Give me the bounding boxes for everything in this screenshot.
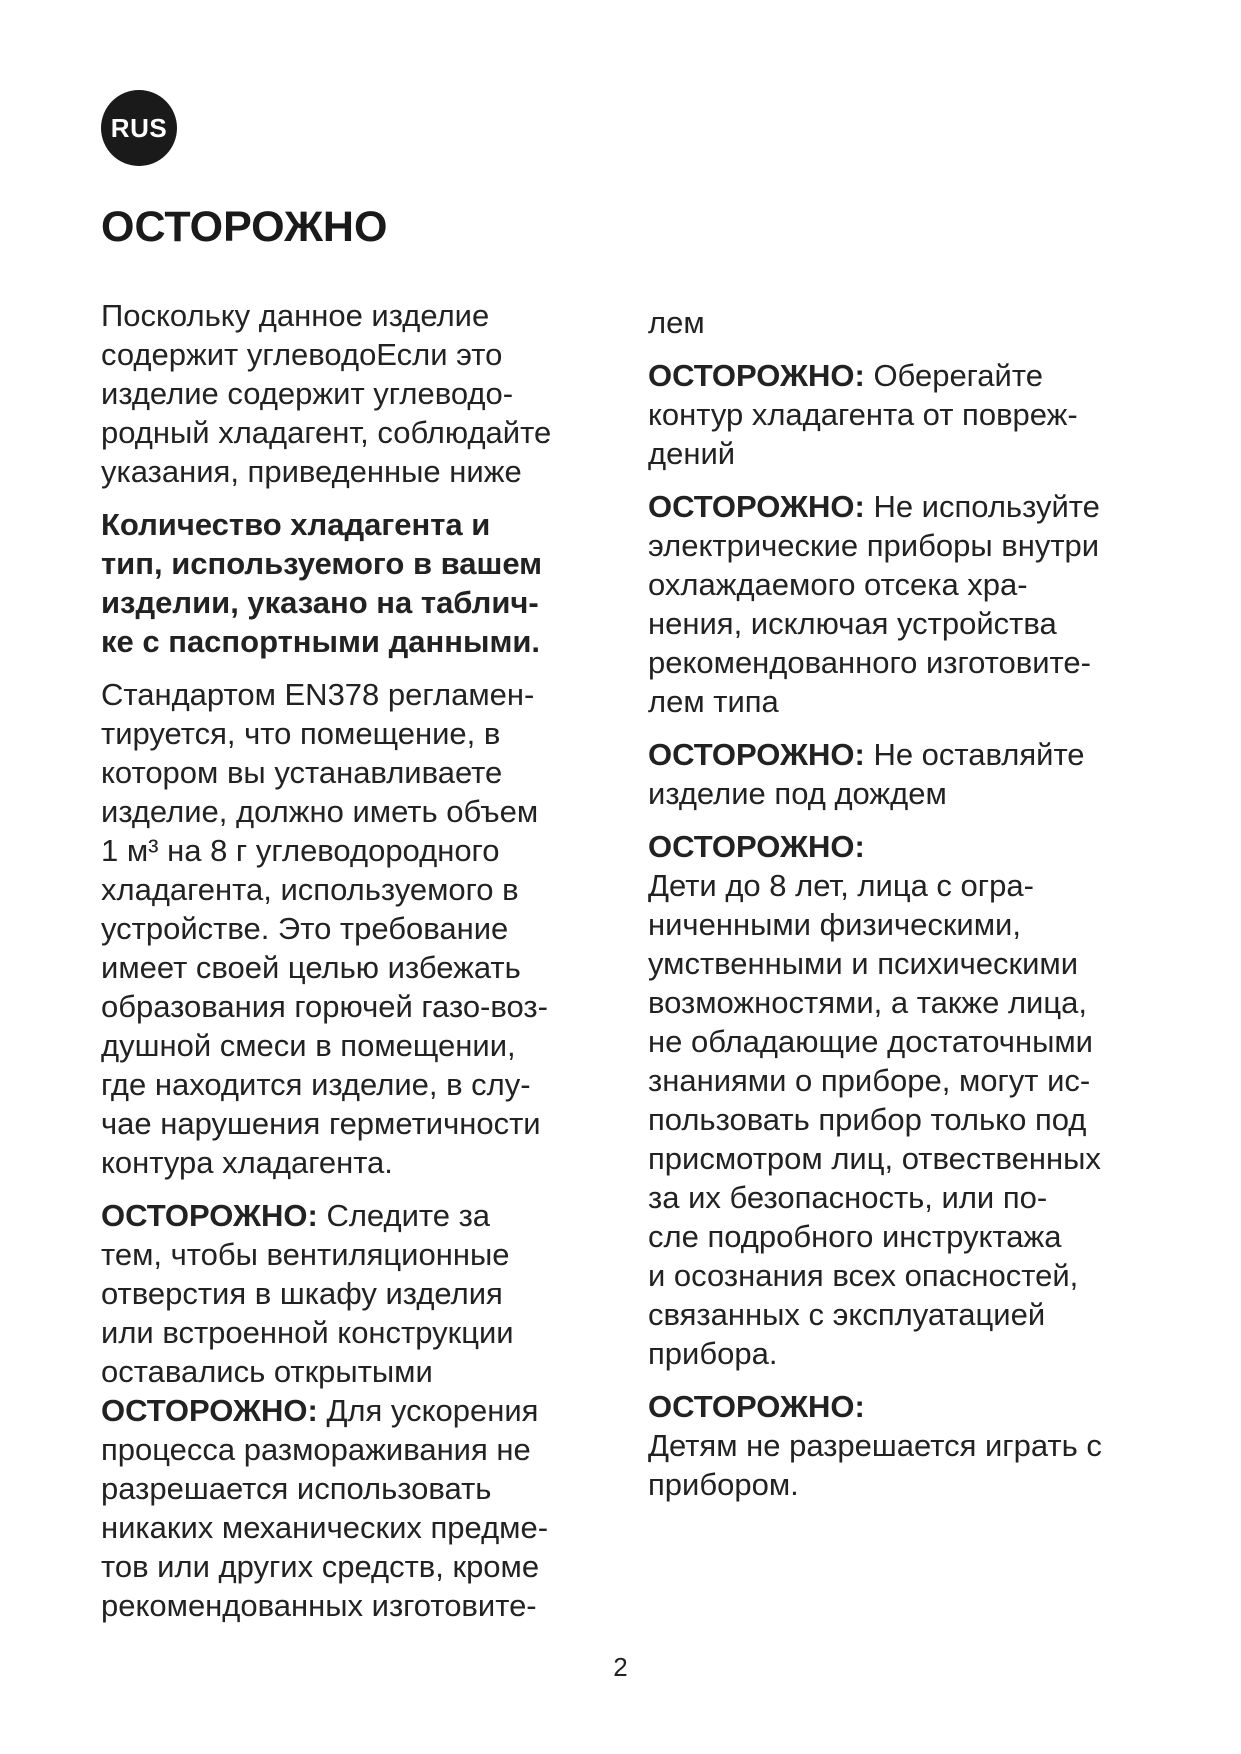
page-number: 2 (613, 1652, 628, 1682)
text-line: 1 м³ на 8 г углеводородного (101, 833, 500, 868)
text-line: контура хладагента. (101, 1145, 393, 1180)
warning-label: ОСТОРОЖНО: (101, 1393, 318, 1428)
text-line: или встроенной конструкции (101, 1315, 514, 1350)
text-line: оставались открытыми (101, 1354, 433, 1389)
paragraph-gap (648, 342, 1168, 356)
text-line: присмотром лиц, отвественных (648, 1141, 1101, 1176)
text-line: пользовать прибор только под (648, 1102, 1087, 1137)
warning-text: Не оставляйте (864, 737, 1085, 772)
language-badge: RUS (101, 90, 177, 166)
paragraph-gap (648, 473, 1168, 487)
text-line: разрешается использовать (101, 1471, 492, 1506)
paragraph-gap (101, 1182, 601, 1196)
text-line: рекомендованного изготовите- (648, 645, 1091, 680)
text-line (648, 487, 1168, 526)
text-line: содержит углеводоЕсли это (101, 337, 503, 372)
text-line: тем, чтобы вентиляционные (101, 1237, 510, 1272)
text-line: изделии, указано на таблич- (101, 585, 539, 620)
warning-label: ОСТОРОЖНО: (648, 737, 865, 772)
text-line: связанных с эксплуатацией (648, 1297, 1046, 1332)
text-line: за их безопасность, или по- (648, 1180, 1048, 1215)
text-line: устройстве. Это требование (101, 911, 509, 946)
text-line: тип, используемого в вашем (101, 546, 543, 581)
text-line: имеет своей целью избежать (101, 950, 521, 985)
text-line: где находится изделие, в слу- (101, 1067, 531, 1102)
warning-label: ОСТОРОЖНО: (101, 1198, 318, 1233)
text-line: душной смеси в помещении, (101, 1028, 516, 1063)
text-line: возможностями, а также лица, (648, 985, 1087, 1020)
text-line: дений (648, 436, 736, 471)
text-line: прибором. (648, 1467, 799, 1502)
text-line: ниченными физическими, (648, 907, 1021, 942)
text-line: Стандартом EN378 регламен- (101, 677, 535, 712)
text-line: контур хладагента от повреж- (648, 397, 1078, 432)
text-line: тируется, что помещение, в (101, 716, 501, 751)
text-line: ке с паспортными данными. (101, 624, 541, 659)
paragraph-gap (648, 721, 1168, 735)
text-line: знаниями о приборе, могут ис- (648, 1063, 1091, 1098)
left-column (101, 296, 601, 1625)
text-line: электрические приборы внутри (648, 528, 1100, 563)
text-line: лем типа (648, 684, 779, 719)
text-line: лем (648, 305, 705, 340)
text-line: Детям не разрешается играть с (648, 1428, 1102, 1463)
text-line: и осознания всех опасностей, (648, 1258, 1079, 1293)
text-line (648, 735, 1168, 774)
text-line: Дети до 8 лет, лица с огра- (648, 868, 1034, 903)
text-line (101, 1196, 601, 1235)
text-line: отверстия в шкафу изделия (101, 1276, 503, 1311)
text-line: изделие содержит углеводо- (101, 376, 514, 411)
text-line: Количество хладагента и (101, 507, 491, 542)
text-line: прибора. (648, 1336, 778, 1371)
text-line: ОСТОРОЖНО: (648, 1389, 865, 1424)
text-line: сле подробного инструктажа (648, 1219, 1062, 1254)
text-line: чае нарушения герметичности (101, 1106, 541, 1141)
text-line: умственными и психическими (648, 946, 1079, 981)
text-line (648, 356, 1168, 395)
text-line: образования горючей газо-воз- (101, 989, 548, 1024)
text-line: Поскольку данное изделие (101, 298, 490, 333)
paragraph-gap (101, 491, 601, 505)
text-line: охлаждаемого отсека хра- (648, 567, 1028, 602)
text-line: не обладающие достаточными (648, 1024, 1093, 1059)
warning-text: Не используйте (864, 489, 1100, 524)
text-line: родный хладагент, соблюдайте (101, 415, 552, 450)
text-line: изделие под дождем (648, 776, 947, 811)
text-line (101, 1391, 601, 1430)
text-line: котором вы устанавливаете (101, 755, 503, 790)
text-line: ОСТОРОЖНО: (648, 829, 865, 864)
warning-text: Для ускорения (317, 1393, 539, 1428)
text-line: процесса размораживания не (101, 1432, 531, 1467)
text-line: указания, приведенные ниже (101, 454, 522, 489)
warning-label: ОСТОРОЖНО: (648, 358, 865, 393)
text-line: изделие, должно иметь объем (101, 794, 539, 829)
warning-label: ОСТОРОЖНО: (648, 489, 865, 524)
warning-text: Следите за (317, 1198, 491, 1233)
paragraph-gap (648, 813, 1168, 827)
page-title: ОСТОРОЖНО (101, 203, 388, 251)
warning-text: Оберегайте (864, 358, 1043, 393)
text-line: рекомендованных изготовите- (101, 1588, 537, 1623)
text-line: тов или других средств, кроме (101, 1549, 540, 1584)
text-line: нения, исключая устройства (648, 606, 1057, 641)
text-line: никаких механических предме- (101, 1510, 549, 1545)
paragraph-gap (101, 661, 601, 675)
text-line: хладагента, используемого в (101, 872, 519, 907)
right-column (648, 303, 1168, 1504)
paragraph-gap (648, 1373, 1168, 1387)
